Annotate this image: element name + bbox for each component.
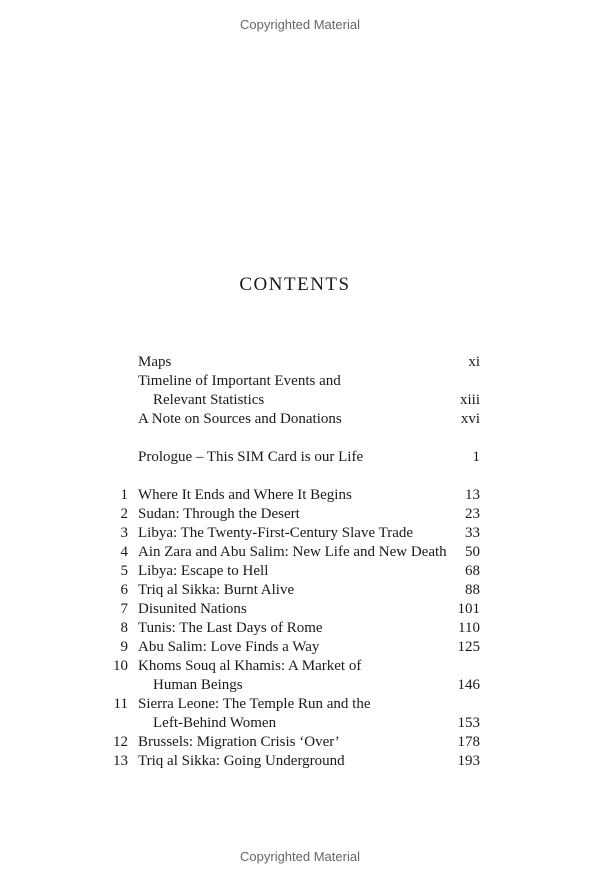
- chapter-page: 146: [457, 677, 480, 693]
- chapter-number: 11: [113, 696, 128, 712]
- toc-entry-title: Relevant Statistics: [153, 392, 265, 408]
- chapter-title: Human Beings: [153, 677, 243, 693]
- chapter-page: 23: [465, 506, 480, 522]
- chapter-title: Disunited Nations: [138, 601, 247, 617]
- chapter-page: 13: [465, 487, 480, 503]
- chapter-number: 9: [120, 639, 128, 655]
- toc-chapter-continuation: [100, 714, 482, 733]
- toc-entry-page: xiii: [459, 392, 480, 408]
- toc-chapter: [100, 619, 482, 638]
- chapter-title: Libya: The Twenty-First-Century Slave Trade: [138, 525, 414, 541]
- chapter-page: 88: [465, 582, 480, 598]
- chapter-title: Where It Ends and Where It Begins: [138, 487, 352, 503]
- chapter-title: Ain Zara and Abu Salim: New Life and New Death: [138, 544, 447, 560]
- toc-entry-title: A Note on Sources and Donations: [138, 411, 342, 427]
- toc-entry: [100, 372, 482, 391]
- chapter-page: 153: [457, 715, 480, 731]
- chapter-page: 193: [457, 753, 480, 769]
- chapter-number: 5: [120, 563, 128, 579]
- chapter-title: Sierra Leone: The Temple Run and the: [138, 696, 371, 712]
- chapter-page: 125: [457, 639, 480, 655]
- toc-entry-title: Prologue – This SIM Card is our Life: [138, 449, 364, 465]
- chapter-page: 110: [458, 620, 480, 636]
- toc-entry-prologue: [100, 448, 482, 467]
- toc-chapter: [100, 657, 482, 676]
- chapter-title: Libya: Escape to Hell: [138, 563, 269, 579]
- section-spacer: [100, 467, 482, 486]
- chapter-page: 50: [465, 544, 480, 560]
- section-spacer: [100, 429, 482, 448]
- chapter-page: 68: [465, 563, 480, 579]
- toc-entry-page: 1: [472, 449, 480, 465]
- copyright-watermark-top: Copyrighted Material: [240, 17, 360, 32]
- toc-entry: [100, 353, 482, 372]
- chapter-title: Triq al Sikka: Going Underground: [138, 753, 345, 769]
- copyright-watermark-bottom: Copyrighted Material: [240, 849, 360, 864]
- toc-chapter: [100, 505, 482, 524]
- table-of-contents: [100, 353, 482, 771]
- chapter-page: 178: [457, 734, 480, 750]
- toc-chapter: [100, 600, 482, 619]
- chapter-number: 4: [120, 544, 128, 560]
- chapter-title: Brussels: Migration Crisis ‘Over’: [138, 734, 340, 750]
- chapter-title: Abu Salim: Love Finds a Way: [138, 639, 320, 655]
- toc-chapter: [100, 562, 482, 581]
- chapter-number: 12: [113, 734, 128, 750]
- toc-entry-title: Maps: [138, 354, 172, 370]
- chapter-title: Tunis: The Last Days of Rome: [138, 620, 323, 636]
- chapter-title: Sudan: Through the Desert: [138, 506, 300, 522]
- chapter-page: 101: [457, 601, 480, 617]
- chapter-title: Khoms Souq al Khamis: A Market of: [138, 658, 362, 674]
- page-title: CONTENTS: [239, 274, 351, 295]
- chapter-number: 6: [120, 582, 128, 598]
- toc-chapter: [100, 638, 482, 657]
- chapter-number: 13: [113, 753, 128, 769]
- toc-entry: [100, 410, 482, 429]
- chapter-title: Triq al Sikka: Burnt Alive: [138, 582, 295, 598]
- chapter-page: 33: [465, 525, 480, 541]
- toc-chapter: [100, 695, 482, 714]
- chapter-number: 1: [120, 487, 128, 503]
- toc-chapter: [100, 524, 482, 543]
- toc-entry-page: xvi: [460, 411, 480, 427]
- toc-chapter: [100, 752, 482, 771]
- toc-entry-title: Timeline of Important Events and: [138, 373, 341, 389]
- chapter-number: 3: [120, 525, 128, 541]
- toc-chapter: [100, 486, 482, 505]
- toc-chapter: [100, 581, 482, 600]
- chapter-number: 10: [113, 658, 128, 674]
- toc-entry-continuation: [100, 391, 482, 410]
- chapter-number: 8: [120, 620, 128, 636]
- toc-chapter: [100, 543, 482, 562]
- toc-entry-page: xi: [468, 354, 480, 370]
- chapter-number: 7: [120, 601, 128, 617]
- chapter-number: 2: [120, 506, 128, 522]
- toc-chapter-continuation: [100, 676, 482, 695]
- chapter-title: Left-Behind Women: [153, 715, 277, 731]
- toc-chapter: [100, 733, 482, 752]
